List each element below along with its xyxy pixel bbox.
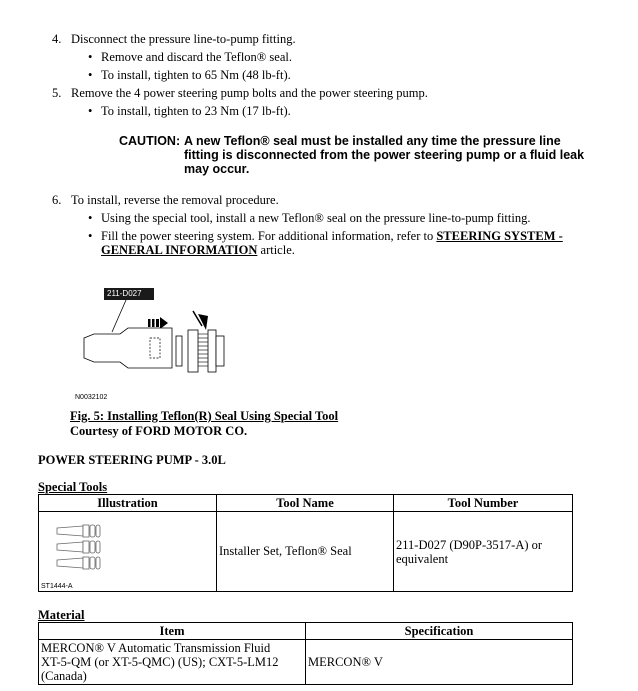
caution-label: CAUTION:: [119, 134, 181, 148]
installer-set-icon: [53, 524, 133, 574]
table-row: [39, 512, 573, 592]
item-line: (Canada): [41, 669, 87, 683]
table-header-row: [39, 495, 573, 512]
bullet-text: To install, tighten to 65 Nm (48 lb-ft).: [101, 68, 291, 82]
caution-line-3: may occur.: [184, 162, 250, 176]
material-heading: Material: [38, 608, 85, 622]
tool-label: 211-D027: [107, 289, 142, 298]
step-4: [52, 32, 296, 47]
step-6: [52, 193, 279, 208]
general-information-link[interactable]: GENERAL INFORMATION: [101, 243, 258, 257]
bullet-text: Remove and discard the Teflon® seal.: [101, 50, 292, 64]
step-text: To install, reverse the removal procedure.: [71, 193, 279, 207]
tool-number-line: equivalent: [396, 551, 449, 566]
column-header: Illustration: [39, 495, 217, 512]
bullet-icon: •: [88, 50, 93, 64]
bullet-text: Using the special tool, install a new Teflon® seal on the pressure line-to-pump fitting.: [101, 211, 531, 225]
section-title: POWER STEERING PUMP - 3.0L: [38, 453, 226, 467]
caution-line-2: fitting is disconnected from the power steering pump or a fluid leak: [184, 148, 585, 162]
tool-number-cell: [394, 512, 573, 592]
table-row: [39, 640, 573, 685]
bullet-text-part: Fill the power steering system. For additional information, refer to: [101, 229, 437, 243]
bullet-icon: •: [88, 229, 93, 243]
bullet-icon: •: [88, 68, 93, 82]
step-number: 4.: [52, 32, 62, 46]
arrow-right-icon: [160, 317, 168, 329]
step-text: Remove the 4 power steering pump bolts and the power steering pump.: [71, 86, 428, 100]
step-text: Disconnect the pressure line-to-pump fitting.: [71, 32, 296, 46]
bullet-icon: •: [88, 104, 93, 118]
column-header: Tool Name: [217, 495, 394, 512]
bullet-icon: •: [88, 211, 93, 225]
item-line: MERCON® V Automatic Transmission Fluid: [41, 641, 271, 655]
figure-image-code: N0032102: [75, 394, 108, 401]
column-header: Item: [39, 623, 306, 640]
step-6-bullet-2-cont: [101, 243, 295, 258]
step-number: 6.: [52, 193, 62, 207]
tool-number-line: 211-D027 (D90P-3517-A) or: [396, 537, 543, 552]
special-tools-table: [38, 494, 573, 592]
specification-cell: MERCON® V: [306, 640, 573, 685]
illustration-cell: [39, 512, 217, 592]
item-cell: [39, 640, 306, 685]
figure-courtesy: Courtesy of FORD MOTOR CO.: [70, 424, 248, 438]
step-5: [52, 86, 428, 101]
bullet-text: [101, 229, 563, 244]
seal-installer-illustration: [80, 286, 270, 376]
steering-system-link[interactable]: STEERING SYSTEM -: [436, 229, 563, 243]
table-header-row: [39, 623, 573, 640]
bullet-text: To install, tighten to 23 Nm (17 lb-ft).: [101, 104, 291, 118]
figure-installing-seal: [80, 286, 270, 376]
caution-line-1: A new Teflon® seal must be installed any time the pressure line: [184, 134, 561, 148]
bullet-text-part: article.: [257, 243, 295, 257]
material-table: [38, 622, 573, 685]
step-number: 5.: [52, 86, 62, 100]
item-line: XT-5-QM (or XT-5-QMC) (US); CXT-5-LM12: [41, 655, 279, 669]
illustration-code: ST1444-A: [41, 583, 73, 590]
column-header: Tool Number: [394, 495, 573, 512]
figure-caption: Fig. 5: Installing Teflon(R) Seal Using Special Tool: [70, 409, 339, 423]
tool-name-cell: Installer Set, Teflon® Seal: [217, 512, 394, 592]
special-tools-heading: Special Tools: [38, 480, 108, 494]
column-header: Specification: [306, 623, 573, 640]
